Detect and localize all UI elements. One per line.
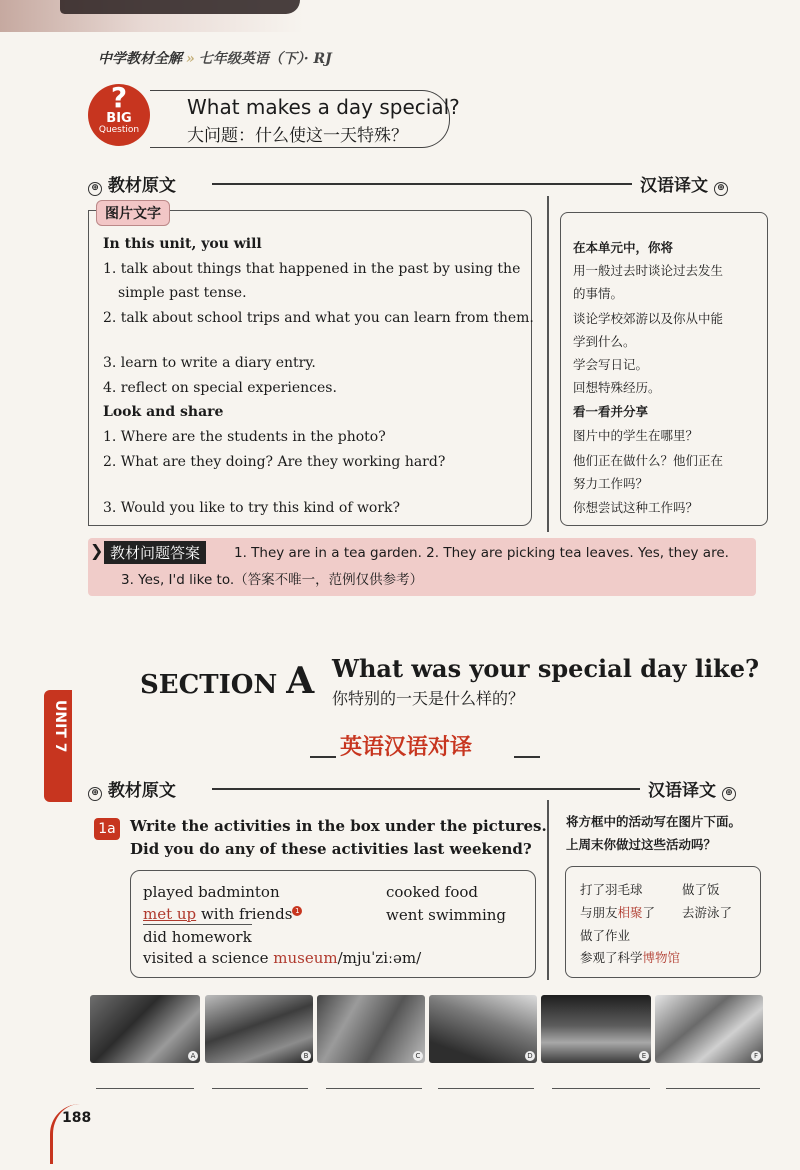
download-circle-icon: ⊕ [722,787,736,801]
translation-line: 学会写日记。 [573,357,649,372]
word-visited-museum [143,946,421,970]
answer-blank-c[interactable] [326,1088,422,1089]
cn-homework: 做了作业 [580,928,631,943]
photo-label: B [301,1051,311,1061]
text-line: 2. What are they doing? Are they working hard? [103,454,446,470]
translation-banner-text: 英语汉语对译 [340,735,473,760]
translation-line: 的事情。 [573,286,624,301]
text-line: 3. learn to write a diary entry. [103,355,316,371]
big-question-title-cn: 大问题：什么使这一天特殊？ [187,126,408,146]
photo-e [541,995,651,1063]
section-word: SECTION [140,670,278,700]
top-finger-shadow [60,0,300,14]
section-a-left-heading [88,776,176,801]
translation-line: 图片中的学生在哪里？ [573,428,699,443]
translation-line: 在本单元中，你将 [573,240,674,255]
section1-right-heading [640,171,728,196]
translation-line: 你想尝试这种工作吗？ [573,500,699,515]
cn-friends-highlight: 相聚 [617,905,643,920]
answer-blank-e[interactable] [552,1088,650,1089]
download-circle-icon: ⊕ [714,182,728,196]
big-question-title: What makes a day special? [187,95,460,119]
download-circle-icon: ⊕ [88,787,102,801]
translation-line: 努力工作吗？ [573,476,649,491]
translation-line: 学到什么。 [573,334,636,349]
cn-friends [580,901,655,924]
photo-label: F [751,1051,761,1061]
text-line: simple past tense. [118,285,247,301]
text-line: In this unit, you will [103,236,262,252]
cn-friends-pre: 与朋友 [580,905,618,920]
photo-label: A [188,1051,198,1061]
title-underline-left [310,756,336,758]
text-line: 1. talk about things that happened in the past by using the [103,261,521,277]
photo-label: E [639,1051,649,1061]
with-friends-text: with friends [196,905,293,923]
text-line: 2. talk about school trips and what you can learn from them. [103,310,534,326]
translation-line: 看一看并分享 [573,404,649,419]
section1-left-heading [88,171,176,196]
left-heading-text: 教材原文 [107,781,176,801]
section-a-title-cn: 你特别的一天是什么样的？ [332,689,525,708]
text-line: 4. reflect on special experiences. [103,380,337,396]
cn-swimming: 去游泳了 [682,905,733,920]
badge-question-text: Question [98,125,140,135]
cn-museum-pre: 参观了科学 [580,950,643,965]
activity-badge: 1a [94,818,120,840]
heading-rule [212,788,640,790]
unit-tab-text: UNIT 7 [52,700,68,753]
photo-a [90,995,200,1063]
translation-banner [340,730,472,761]
answer-line-2: 3. Yes, I'd like to.（答案不唯一，范例仅供参考） [121,572,424,588]
text-line: 3. Would you like to try this kind of work? [103,500,401,516]
translation-line: 他们正在做什么？他们正在 [573,453,724,468]
question-mark-icon: ? [110,81,128,114]
picture-text-tag: 图片文字 [96,200,170,226]
photo-label: D [525,1051,535,1061]
chevron-right-icon: ❯ [90,541,104,560]
section-a-label [140,660,314,702]
word-played-badminton: played badminton [143,883,280,901]
translation-line: 谈论学校郊游以及你从中能 [573,311,724,326]
translation-line: 回想特殊经历。 [573,380,661,395]
page-header [98,48,332,68]
photo-f [655,995,763,1063]
answers-tag: 教材问题答案 [104,541,206,564]
text-line: 1. Where are the students in the photo? [103,429,386,445]
answer-blank-d[interactable] [438,1088,534,1089]
header-separator-icon: » [186,51,195,67]
visited-text: visited a science [143,949,274,967]
right-heading-text: 汉语译文 [648,781,716,801]
met-up-highlight: met up [143,905,197,923]
cn-badminton: 打了羽毛球 [580,882,643,897]
photo-d [429,995,537,1063]
title-underline-right [514,756,540,758]
instruction-line-2: Did you do any of these activities last weekend? [130,840,532,858]
download-circle-icon: ⊕ [88,182,102,196]
section-a-title: What was your special day like? [332,654,760,683]
answer-blank-a[interactable] [96,1088,194,1089]
photo-c [317,995,425,1063]
column-divider [547,800,549,980]
photo-label: C [413,1051,423,1061]
cn-museum-highlight: 博物馆 [642,950,681,965]
word-went-swimming: went swimming [386,906,507,924]
cn-friends-post: 了 [642,905,656,920]
cn-museum [580,946,680,969]
page-number: 188 [62,1110,92,1126]
section-letter: A [286,660,315,702]
translation-line: 用一般过去时谈论过去发生 [573,263,724,278]
instruction-line-1: Write the activities in the box under the pictures. [130,817,547,835]
heading-rule [212,183,632,185]
word-met-up [143,902,302,926]
text-line: Look and share [103,404,224,420]
big-question-badge [88,81,150,146]
answer-line-1: 1. They are in a tea garden. 2. They are picking tea leaves. Yes, they are. [234,545,729,561]
book-title: 中学教材全解 [98,51,182,67]
column-divider [547,196,549,532]
right-heading-text: 汉语译文 [640,176,708,196]
instruction-cn-line-2: 上周末你做过这些活动吗？ [566,837,717,852]
museum-highlight: museum [273,949,338,967]
answer-blank-f[interactable] [666,1088,760,1089]
cn-cooked: 做了饭 [682,882,720,897]
phonetic-text: /mjuˈziːəm/ [337,949,422,967]
answer-blank-b[interactable] [212,1088,308,1089]
badge-big-text: BIG [106,111,132,126]
word-did-homework: did homework [143,924,252,949]
word-cooked-food: cooked food [386,883,479,901]
grade-label: 七年级英语（下）· RJ [198,51,332,67]
footnote-marker-icon: 1 [292,906,302,916]
photo-b [205,995,313,1063]
left-heading-text: 教材原文 [107,176,176,196]
instruction-cn-line-1: 将方框中的活动写在图片下面。 [566,814,742,829]
section-a-right-heading [648,776,736,801]
